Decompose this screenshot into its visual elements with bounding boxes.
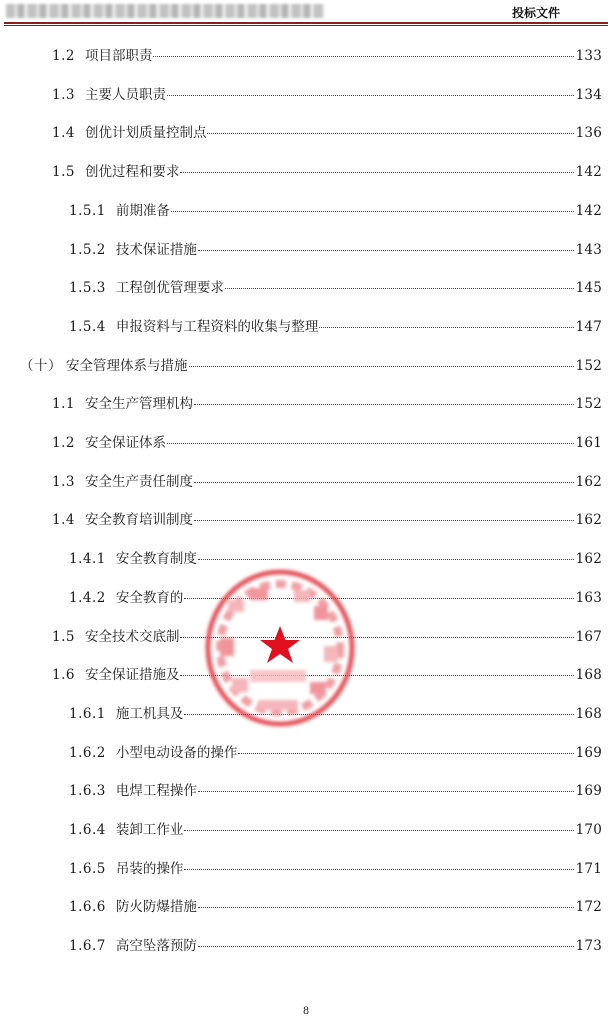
toc-entry (69, 818, 602, 838)
toc-entry-number: 1.2 (52, 48, 75, 64)
toc-entry-title: 申报资料与工程资料的收集与整理 (115, 318, 319, 335)
toc-entry-title: 防火防爆措施 (115, 899, 197, 916)
toc-entry-page: 168 (575, 705, 602, 722)
toc-entry-number: 1.3 (52, 473, 75, 490)
toc-dot-leader (198, 791, 574, 792)
toc-dot-leader (167, 443, 574, 444)
toc-dot-leader (180, 172, 573, 173)
toc-entry (69, 857, 602, 877)
toc-entry-title: 安全教育的 (115, 589, 184, 606)
toc-entry (69, 276, 602, 296)
toc-entry (52, 121, 602, 141)
header-rule (4, 22, 608, 24)
toc-entry-page: 162 (575, 473, 602, 490)
toc-entry-number: 1.6.1 (69, 705, 106, 722)
toc-entry (52, 470, 602, 490)
toc-dot-leader (189, 366, 574, 367)
toc-entry-page: 134 (575, 86, 602, 103)
toc-dot-leader (207, 133, 573, 134)
toc-entry-page: 161 (575, 435, 602, 451)
toc-dot-leader (194, 404, 574, 405)
toc-entry (52, 431, 602, 451)
toc-entry-number: 1.6.5 (69, 860, 106, 877)
toc-entry (69, 315, 602, 335)
toc-entry-title: 项目部职责 (84, 48, 153, 64)
toc-entry-page: 167 (575, 628, 602, 645)
toc-entry-title: 工程创优管理要求 (115, 280, 224, 297)
toc-dot-leader (184, 830, 573, 831)
toc-entry-number: 1.5 (52, 164, 75, 181)
redacted-header-text (6, 4, 324, 18)
toc-dot-leader (184, 869, 573, 870)
toc-entry-number: 1.4 (52, 512, 75, 529)
toc-entry (52, 392, 602, 412)
toc-entry-title: 主要人员职责 (84, 86, 166, 103)
toc-entry-title: 创优计划质量控制点 (84, 125, 207, 142)
toc-entry-number: 1.5.3 (69, 280, 106, 297)
toc-entry-title: 电焊工程操作 (115, 783, 197, 800)
toc-entry (52, 508, 602, 528)
toc-dot-leader (167, 95, 574, 96)
toc-entry-page: 142 (575, 164, 602, 181)
toc-entry (69, 199, 602, 219)
toc-entry-number: 1.5 (52, 628, 75, 645)
company-seal-stamp (198, 560, 358, 730)
toc-entry-title: 安全管理体系与措施 (66, 357, 188, 374)
toc-dot-leader (198, 250, 574, 251)
toc-entry-number: （十） (20, 357, 62, 374)
toc-entry-page: 168 (575, 667, 602, 684)
toc-entry-page: 170 (575, 822, 602, 838)
toc-entry-title: 安全教育制度 (115, 551, 197, 568)
toc-entry-page: 133 (575, 48, 602, 64)
toc-entry-title: 装卸工作业 (115, 822, 184, 838)
toc-dot-leader (153, 56, 573, 57)
toc-entry (52, 160, 602, 180)
toc-entry-page: 143 (575, 241, 602, 258)
toc-dot-leader (198, 946, 574, 947)
toc-dot-leader (194, 520, 574, 521)
toc-entry-page: 145 (575, 280, 602, 297)
toc-entry-number: 1.6.6 (69, 899, 106, 916)
toc-entry (69, 779, 602, 799)
toc-entry-title: 小型电动设备的操作 (115, 744, 238, 761)
page-header (0, 0, 612, 24)
toc-dot-leader (319, 327, 573, 328)
toc-entry-title: 技术保证措施 (115, 241, 197, 258)
toc-entry-title: 安全生产管理机构 (84, 396, 193, 413)
toc-entry-title: 安全教育培训制度 (84, 512, 193, 529)
toc-dot-leader (198, 907, 574, 908)
toc-entry-page: 169 (575, 783, 602, 800)
toc-entry-title: 施工机具及 (115, 705, 184, 722)
toc-entry-title: 安全保证措施及 (84, 667, 180, 684)
toc-dot-leader (225, 288, 574, 289)
toc-entry-page: 169 (575, 744, 602, 761)
toc-entry-title: 安全保证体系 (84, 435, 166, 451)
toc-entry (52, 83, 602, 103)
toc-entry-number: 1.6.7 (69, 938, 106, 955)
toc-entry-title: 高空坠落预防 (115, 938, 197, 955)
toc-dot-leader (194, 482, 574, 483)
header-doc-type: 投标文件 (511, 6, 560, 20)
toc-entry-page: 152 (575, 396, 602, 413)
toc-entry-number: 1.5.2 (69, 241, 106, 258)
toc-entry-page: 171 (575, 860, 602, 877)
toc-dot-leader (171, 211, 574, 212)
toc-entry-title: 创优过程和要求 (84, 164, 180, 181)
header-rule-thin (4, 25, 608, 26)
toc-entry (69, 934, 602, 954)
toc-entry-page: 172 (575, 899, 602, 916)
toc-entry-number: 1.3 (52, 86, 75, 103)
toc-entry-number: 1.6.3 (69, 783, 106, 800)
toc-entry (69, 741, 602, 761)
toc-entry-number: 1.5.4 (69, 318, 106, 335)
toc-entry-page: 136 (575, 125, 602, 142)
toc-entry-title: 安全技术交底制 (84, 628, 180, 645)
toc-entry-page: 142 (575, 202, 602, 219)
toc-entry (69, 895, 602, 915)
toc-entry-page: 152 (575, 357, 602, 374)
toc-entry (52, 44, 602, 64)
toc-entry-number: 1.2 (52, 435, 75, 451)
toc-entry-title: 前期准备 (115, 202, 170, 219)
toc-entry-number: 1.5.1 (69, 202, 106, 219)
toc-entry-number: 1.6.4 (69, 822, 106, 838)
toc-entry-page: 162 (575, 551, 602, 568)
toc-entry-number: 1.6.2 (69, 744, 106, 761)
toc-dot-leader (238, 753, 573, 754)
toc-entry-title: 吊装的操作 (115, 860, 184, 877)
toc-entry-number: 1.4.2 (69, 589, 106, 606)
toc-entry-number: 1.4.1 (69, 551, 106, 568)
toc-entry-number: 1.1 (52, 396, 75, 413)
toc-entry-number: 1.4 (52, 125, 75, 142)
page-number: 8 (302, 1006, 310, 1017)
toc-entry (20, 354, 602, 374)
toc-entry (69, 238, 602, 258)
toc-entry-page: 173 (575, 938, 602, 955)
toc-entry-page: 163 (575, 589, 602, 606)
toc-entry-page: 147 (575, 318, 602, 335)
toc-entry-title: 安全生产责任制度 (84, 473, 193, 490)
toc-entry-page: 162 (575, 512, 602, 529)
toc-entry-number: 1.6 (52, 667, 75, 684)
seal-star (260, 626, 300, 663)
